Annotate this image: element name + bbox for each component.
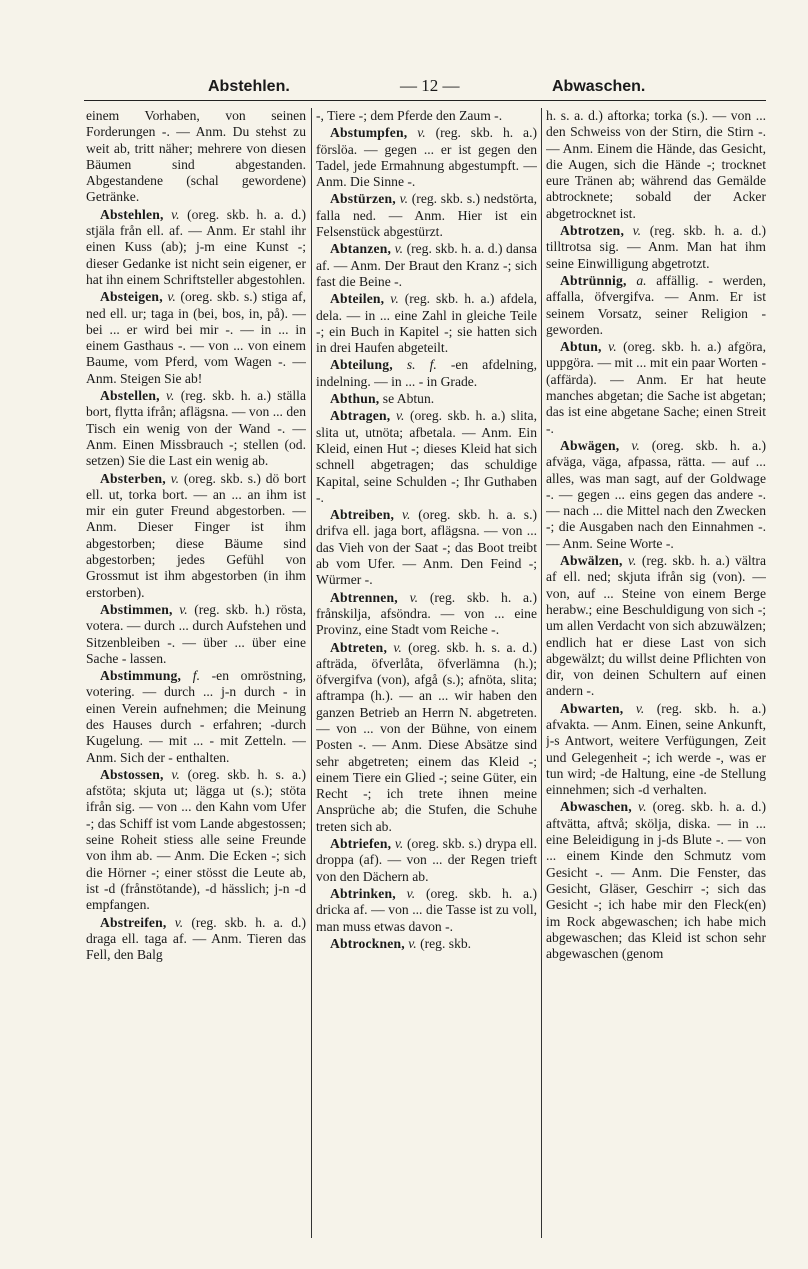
headword: Abtanzen, [330, 241, 392, 257]
dictionary-entry [316, 357, 537, 390]
entry-body: (reg. skb. h. a. d.) tilltrotsa sig. — Anm. Man hat ihm seine Einwilligung abgetrotzt. [546, 223, 766, 271]
part-of-speech: v. [417, 125, 426, 141]
dictionary-entry [546, 553, 766, 700]
dictionary-entry [546, 701, 766, 799]
part-of-speech: v. [401, 507, 411, 523]
entry-body: (oreg. skb. h. a. d.) aftvätta, aftvå; skölja, diska. — in ... eine Beleidigung in j-ds Blute -. — von ... einem Kinde den Schmutz vom Gesicht -. — Anm. Die Fenster, das Gesicht, Gläser, Geschirr -; sich das Gesicht -; ich habe mir den Fleck(en) im Rock abgewaschen; ich habe mich abgewaschen; das Kleid ist schon sehr abgewaschen (genom [546, 799, 766, 962]
entry-body: (reg. skb. h. a.) förslöa. — gegen ... er ist gegen den Tadel, jede Ermahnung abgestumpft. — Anm. Die Sinne -. [316, 125, 537, 190]
dictionary-entry [316, 241, 537, 290]
part-of-speech: v. [627, 553, 637, 569]
entry-body: (oreg. skb. h. a. s.) drifva ell. jaga bort, aflägsna. — von ... das Vieh von der Saat -; das Boot treibt ab vom Ufer. — Anm. Den Feind -; Würmer -. [316, 507, 537, 588]
headword: Abwälzen, [560, 553, 623, 569]
entry-body: (reg. skb. h.) rösta, votera. — durch ... durch Aufstehen und Sitzenbleiben -. — über ... über eine Sache - lassen. [86, 601, 306, 666]
part-of-speech: v. [179, 601, 188, 617]
headword: Abtrotzen, [560, 223, 625, 239]
page-number: — 12 — [400, 76, 460, 95]
headword: Abtreiben, [330, 507, 395, 523]
part-of-speech: v. [406, 885, 416, 901]
part-of-speech: f. [192, 668, 200, 684]
headword: Abtragen, [330, 408, 391, 424]
dictionary-entry [86, 207, 306, 288]
dictionary-entry [546, 438, 766, 552]
headword: Abstimmung, [100, 668, 182, 684]
dictionary-entry [86, 602, 306, 667]
running-head-left: Abstehlen. [208, 78, 290, 95]
dictionary-entry [316, 408, 537, 506]
headword: Abstehlen, [100, 206, 164, 222]
headword: Absteigen, [100, 289, 163, 305]
dictionary-entry [86, 668, 306, 766]
continuation-text: einem Vorhaben, von seinen Forderungen -. — Anm. Du stehst zu weit ab, tritt näher; mehrere von diesen Bäumen sind abgestanden. Abgestandene (schal gewordene) Getränke. [86, 108, 306, 205]
headword: Abstumpfen, [330, 125, 408, 141]
entry-body: (oreg. skb. h. a.) afgöra, uppgöra. — mit ... mit ein paar Worten - (affärda). — Anm. Er hat heute manches abgetan; die Sache ist abgetan; das ist eine abgetane Sache; einen Streit -. [546, 339, 766, 436]
headword: Abwarten, [560, 700, 624, 716]
dictionary-entry [86, 471, 306, 601]
dictionary-column-1 [86, 108, 306, 1238]
entry-body: (oreg. skb. h. s. a.) afstöta; skjuta ut; lägga ut (s.); stöta ifrån sig. — von ... den Kahn vom Ufer -; das Schiff ist vom Lande abgestossen; seine Roheit stiess alle seine Freunde von ihm ab. — Anm. Die Ecken -; sich die Hörner -; einer stösst die Leute ab, ist -d (frånstötande), -d hässlich; j-n -d empfangen. [86, 766, 306, 913]
dictionary-entry [86, 767, 306, 914]
entry-body: (reg. skb. h. a.) ställa bort, flytta ifrån; aflägsna. — von ... den Tisch ein wenig von der Wand -. — Anm. Einen Missbrauch -; stellen (od. setzen) Sie die Last ein wenig ab. [86, 388, 306, 469]
dictionary-entry [316, 125, 537, 190]
headword: Abtrennen, [330, 589, 398, 605]
dictionary-entry [316, 640, 537, 836]
entry-body: (oreg. skb. h. a. d.) stjäla från ell. af. — Anm. Er stahl ihr einen Kuss (ab); j-m eine Kunst -; dieser Gedanke ist nicht sein eigener, er hat ihn einem Schriftsteller abgestohlen. [86, 206, 306, 287]
entry-body: (reg. skb. h. a. d.) draga ell. taga af. — Anm. Tieren das Fell, den Balg [86, 914, 306, 963]
part-of-speech: v. [393, 639, 402, 655]
headword: Abstellen, [100, 388, 160, 404]
part-of-speech: v. [635, 700, 645, 716]
entry-body: (oreg. skb. h. a.) afväga, väga, afpassa, rätta. — auf ... alles, was man sagt, auf der Goldwage -. — gegen ... eins gegen das andere -. — nach ... die Mittel nach den Zwecken -; die Ausgaben nach den Einnahmen -. — Anm. Seine Worte -. [546, 437, 766, 551]
entry-body: (oreg. skb. s.) dö bort ell. ut, torka bort. — an ... an ihm ist mir ein guter Freund abgestorben. — Anm. Dieser Finger ist ihm abgestorben; diese Bäume sind abgestorben; jedes Gefühl von Grossmut ist ihm abgestorben (in ihm erstorben). [86, 470, 306, 600]
part-of-speech: v. [395, 408, 405, 424]
dictionary-entry [86, 289, 306, 387]
dictionary-entry [86, 388, 306, 469]
headword: Abstimmen, [100, 601, 173, 617]
headword: Abtriefen, [330, 836, 392, 852]
part-of-speech: v. [174, 914, 184, 930]
entry-body: (oreg. skb. s.) drypa ell. droppa (af). — von ... der Regen trieft von den Dächern ab. [316, 836, 537, 884]
part-of-speech: v. [399, 191, 409, 207]
headword: Abstreifen, [100, 914, 167, 930]
running-head-right: Abwaschen. [552, 78, 646, 95]
part-of-speech: v. [394, 836, 404, 852]
part-of-speech: v. [170, 470, 180, 486]
column-divider [311, 108, 312, 1238]
headword: Abwaschen, [560, 799, 632, 815]
entry-body: (oreg. skb. h. s. a. d.) afträda, öfverlåta, öfverlämna (h.); öfvergifva (von), afgå (s.); afnöta, slita; aftrampa (h.). — an ... wir haben den ganzen Betrieb an Herrn N. abgetreten. — von ... von der Bühne, von einem Posten -. — Anm. Diese Absätze sind sehr abgetreten; einem das Kleid -; einem Tiere ein Glied -; seine Güter, ein Recht -; ich trete ihnen meine Ansprüche ab; die Stufen, die Schuhe treten sich ab. [316, 639, 537, 834]
dictionary-entry [316, 590, 537, 639]
dictionary-entry [316, 936, 537, 952]
headword: Abstossen, [100, 766, 164, 782]
part-of-speech: v. [390, 291, 399, 307]
dictionary-entry [316, 836, 537, 885]
continuation-text: h. s. a. d.) aftorka; torka (s.). — von ... den Schweiss von der Stirn, die Stirn -. — Anm. Einem die Hände, das Gesicht, die Augen, sich die Hände -; trocknet eure Tränen ab; während das Gemälde abtrocknete; sobald der Acker abgetrocknet ist. [546, 108, 766, 221]
dictionary-entry [86, 915, 306, 964]
part-of-speech: v. [632, 223, 642, 239]
continuation-text: -, Tiere -; dem Pferde den Zaum -. [316, 108, 503, 123]
entry-body: affällig. - werden, affalla, öfvergifva. — Anm. Er ist seinem Vorsatz, seiner Religion - geworden. [546, 272, 766, 337]
entry-body: (oreg. skb. h. a.) dricka af. — von ... die Tasse ist zu voll, man muss etwas davon -. [316, 885, 537, 934]
dictionary-entry [316, 886, 537, 935]
entry-body: (reg. skb. h. a.) afdela, dela. — in ... eine Zahl in gleiche Teile -; ein Buch in Kapitel -; sie hatten sich in drei Haufen abgeteilt. [316, 291, 537, 356]
headword: Abtrünnig, [560, 272, 627, 288]
entry-body: (oreg. skb. h. a.) slita, slita ut, utnöta; afbetala. — Anm. Ein Kleid, einen Hut -; dieses Kleid hat sich schnell abgetragen; das schuldige Kapital, seine Schulden -; Ihr Guthaben -. [316, 408, 537, 505]
dictionary-entry [316, 507, 537, 588]
part-of-speech: v. [394, 241, 404, 257]
headword: Abtreten, [330, 639, 388, 655]
entry-body: -en omröstning, votering. — durch ... j-n durch - in einen Verein aufnehmen; die Meinung des Hauses durch - erfahren; -durch Kugelung. — mit ... - mit Zetteln. — Anm. Sich der - enthalten. [86, 668, 306, 765]
headword: Abtun, [560, 339, 602, 355]
dictionary-entry [546, 223, 766, 272]
part-of-speech: v. [631, 437, 640, 453]
entry-body: (reg. skb. h. a.) frånskilja, afsöndra. — von ... eine Provinz, eine Stadt vom Reiche -. [316, 589, 537, 638]
headword: Abteilung, [330, 357, 393, 373]
headword: Abstürzen, [330, 191, 396, 207]
entry-body: (reg. skb. h. a. d.) dansa af. — Anm. Der Braut den Kranz -; sich fast die Beine -. [316, 241, 537, 289]
entry-body: -en afdelning, indelning. — in ... - in Grade. [316, 357, 537, 389]
entry-body: (reg. skb. s.) nedstörta, falla ned. — Anm. Hier ist ein Felsenstück abgestürzt. [316, 191, 537, 240]
entry-body: se Abtun. [382, 391, 435, 407]
headword: Absterben, [100, 470, 166, 486]
dictionary-entry [546, 273, 766, 338]
part-of-speech: v. [171, 766, 180, 782]
dictionary-entry [546, 799, 766, 962]
dictionary-entry [316, 291, 537, 356]
part-of-speech: v. [409, 589, 419, 605]
entry-body: (oreg. skb. s.) stiga af, ned ell. ur; taga in (bei, bos, in, på). — bei ... er wird bei mir -. — in ... in einem Gasthaus -. — von ... von einem Baume, vom Pferd, vom Wagen -. — Anm. Steigen Sie ab! [86, 289, 306, 386]
dictionary-entry [546, 339, 766, 437]
dictionary-entry [316, 391, 537, 407]
dictionary-column-3 [546, 108, 766, 1238]
part-of-speech: v. [167, 289, 176, 305]
page-header [60, 70, 766, 100]
dictionary-column-2 [316, 108, 537, 1238]
dictionary-entry [316, 191, 537, 240]
headword: Abtrinken, [330, 885, 396, 901]
headword: Abtrocknen, [330, 935, 405, 951]
part-of-speech: v. [638, 799, 647, 815]
part-of-speech: v. [166, 388, 175, 404]
entry-body: (reg. skb. h. a.) afvakta. — Anm. Einen, seine Ankunft, j-s Antwort, weitere Verfügungen, Zeit und Gelegenheit -; ich werde -, was er tun wird; -de Haltung, eine -de Stellung einnehmen; sich -d verhalten. [546, 700, 766, 798]
part-of-speech: v. [608, 339, 617, 355]
part-of-speech: v. [171, 206, 180, 222]
column-divider [541, 108, 542, 1238]
header-rule [84, 100, 766, 101]
headword: Abthun, [330, 391, 380, 407]
entry-body: (reg. skb. [420, 935, 472, 951]
part-of-speech: v. [408, 935, 417, 951]
headword: Abwägen, [560, 437, 620, 453]
headword: Abteilen, [330, 291, 385, 307]
part-of-speech: s. f. [406, 357, 437, 373]
entry-body: (reg. skb. h. a.) vältra af ell. ned; skjuta ifrån sig (von). — von, auf ... Steine von einem Berge herabw.; eine Beschuldigung von sich -; um allen Verdacht von sich abzuwälzen; endlich hat er diese Last von sich abgewälzt; du willst deine Pflichten von dir, von deinen Schultern auf einen andern -. [546, 553, 766, 699]
part-of-speech: a. [636, 272, 647, 288]
